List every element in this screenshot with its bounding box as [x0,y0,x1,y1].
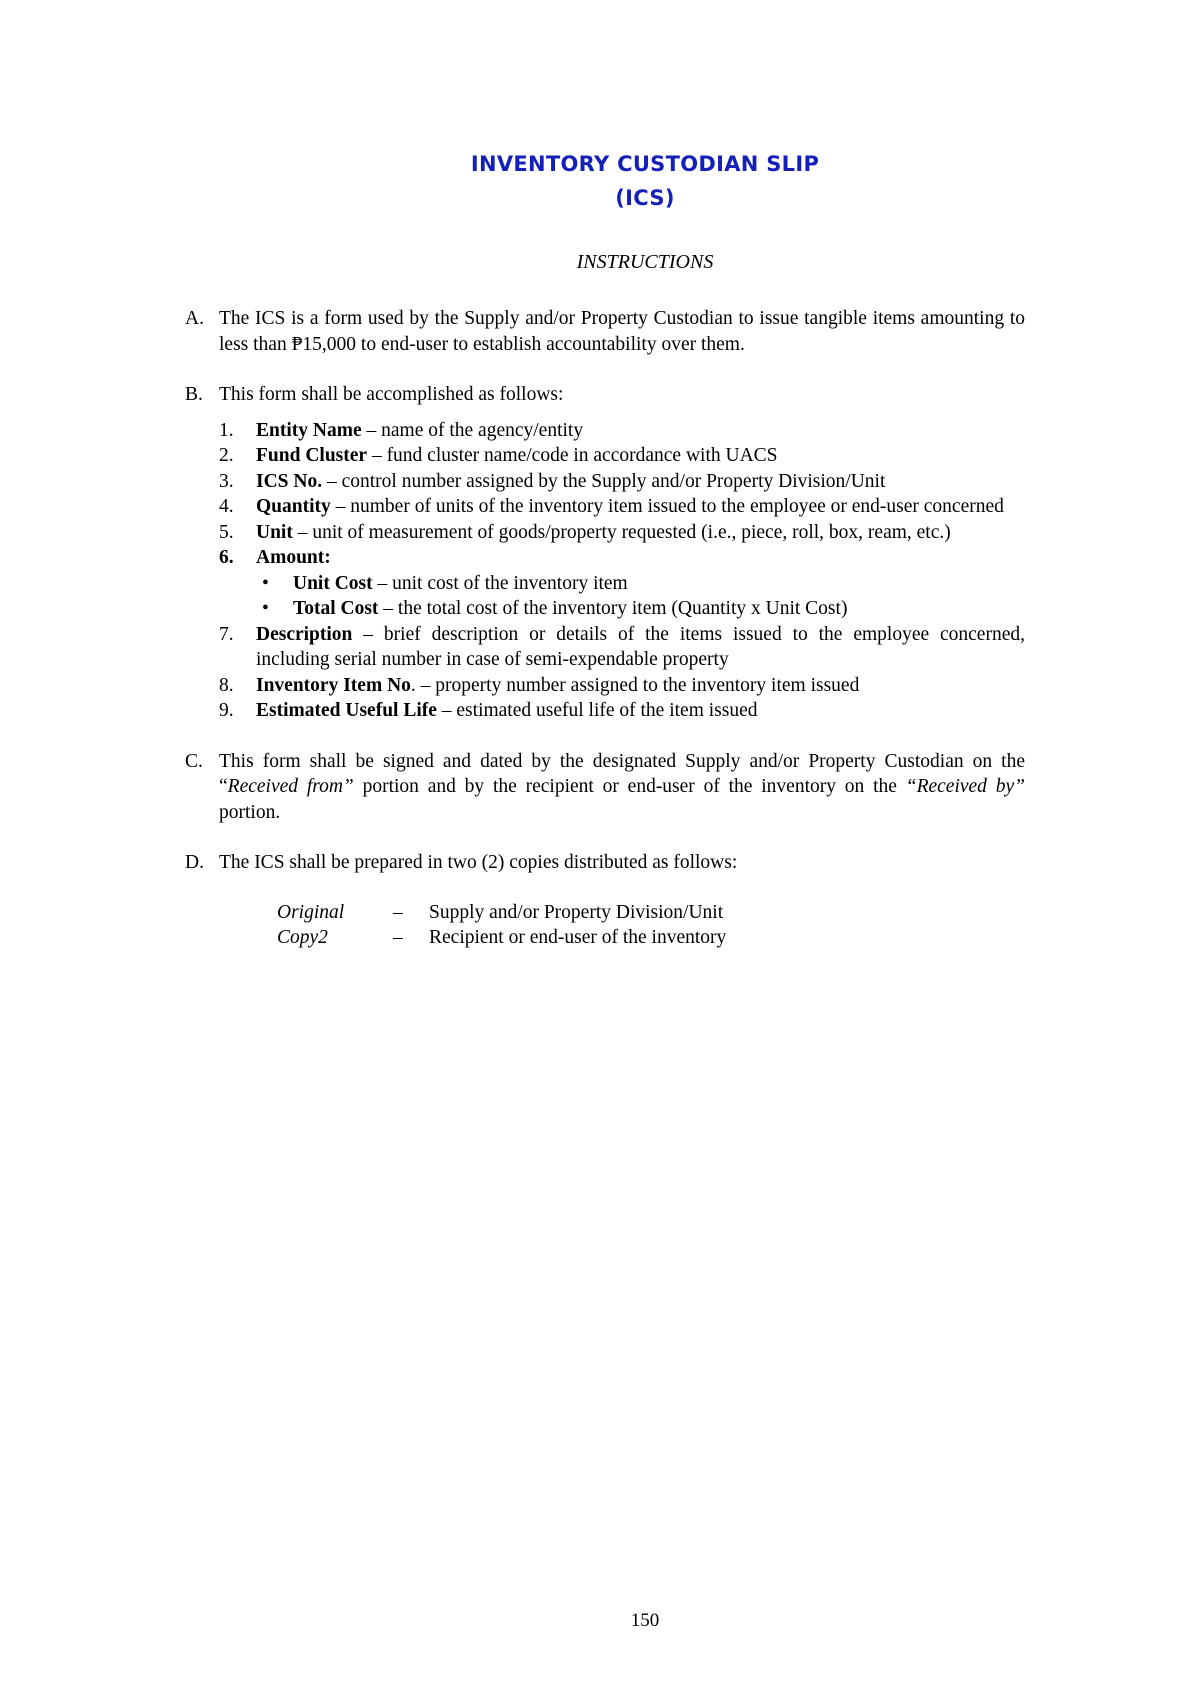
list-item-term: Inventory Item No [256,674,411,696]
section-d [185,850,1025,951]
list-item [219,622,1025,673]
list-item-number: 2. [219,445,234,466]
list-item [219,673,1025,699]
section-c [185,749,1025,826]
bullet-term: Total Cost [293,598,379,619]
received-from-label: Received from” [227,776,354,797]
list-item [219,494,1025,520]
list-item-term: Description [256,623,353,645]
bullet-icon: • [262,572,269,594]
section-a-letter: A. [185,308,204,329]
amount-bullet-item [256,571,1025,597]
distribution-row [277,925,1025,951]
bullet-icon: • [262,598,269,619]
bullet-description: – unit cost of the inventory item [372,572,628,594]
page-number: 150 [630,1610,660,1631]
copy-name: Original [277,901,345,923]
list-item [219,698,1025,724]
document-title: INVENTORY CUSTODIAN SLIP [470,152,820,176]
instructions-body [185,306,1025,951]
section-d-letter: D. [185,852,204,873]
list-item [219,418,1025,444]
instructions-heading: INSTRUCTIONS [576,251,714,273]
list-item-description: – brief description or details of the items issued to the employee concerned, including serial number in case of semi-expendable property [256,623,1025,670]
list-item-description: – estimated useful life of the item issued [436,700,758,721]
list-item-description: – name of the agency/entity [361,419,584,441]
copy-dash: – [393,927,403,948]
list-item-description: . – property number assigned to the inventory item issued [410,674,860,696]
amount-sublist [256,571,1025,622]
list-item-number: 8. [219,674,234,696]
copy-recipient: Recipient or end-user of the inventory [429,927,727,948]
bullet-description: – the total cost of the inventory item (Quantity x Unit Cost) [378,598,848,619]
list-item-number: 5. [219,521,234,543]
list-item-term: Fund Cluster [256,445,368,466]
list-item [219,545,1025,622]
document-title-abbreviation: (ICS) [615,186,675,210]
section-b-letter: B. [185,384,203,405]
section-b-text: This form shall be accomplished as follows: [219,384,564,405]
list-item-number: 3. [219,470,234,492]
list-item [219,443,1025,469]
section-d-text: The ICS shall be prepared in two (2) copies distributed as follows: [219,852,738,873]
list-item-number: 9. [219,700,234,721]
copy-name: Copy2 [277,927,328,948]
section-c-text-part2: portion and by the recipient or end-user of the inventory on the [353,776,906,797]
list-item-description: – unit of measurement of goods/property requested (i.e., piece, roll, box, ream, etc.) [292,521,951,543]
bullet-term: Unit Cost [293,572,373,594]
section-c-letter: C. [185,750,203,772]
copy-dash: – [393,901,403,923]
list-item-number: 4. [219,496,234,517]
section-a-text: The ICS is a form used by the Supply and/or Property Custodian to issue tangible items amounting to less than ₱15,000 to end-user to establish accountability over them. [219,308,1025,355]
list-item-description: – number of units of the inventory item issued to the employee or end-user concerned [330,496,1004,517]
list-item-term: Amount: [256,547,331,568]
list-item-description: – control number assigned by the Supply and/or Property Division/Unit [322,470,886,492]
list-item-term: ICS No. [256,470,323,492]
list-item-number: 6. [219,547,234,568]
list-item [219,469,1025,495]
copy-recipient: Supply and/or Property Division/Unit [429,901,724,923]
section-c-text-part1: This form shall be signed and dated by the designated Supply and/or Property Custodian on the “ [219,750,1025,797]
amount-bullet-item [256,596,1025,622]
list-item-description: – fund cluster name/code in accordance with UACS [367,445,778,466]
distribution-table [277,900,1025,951]
list-item-term: Quantity [256,496,331,517]
list-item [219,520,1025,546]
section-b [185,382,1025,724]
list-item-term: Unit [256,521,293,543]
received-by-label: “Received by” [905,776,1025,797]
distribution-row [277,900,1025,926]
section-a [185,306,1025,357]
list-item-term: Entity Name [256,419,362,441]
list-item-term: Estimated Useful Life [256,700,437,721]
list-item-number: 7. [219,623,234,645]
list-item-number: 1. [219,419,234,441]
field-list [219,418,1025,724]
section-c-text-part3: portion. [219,801,281,823]
